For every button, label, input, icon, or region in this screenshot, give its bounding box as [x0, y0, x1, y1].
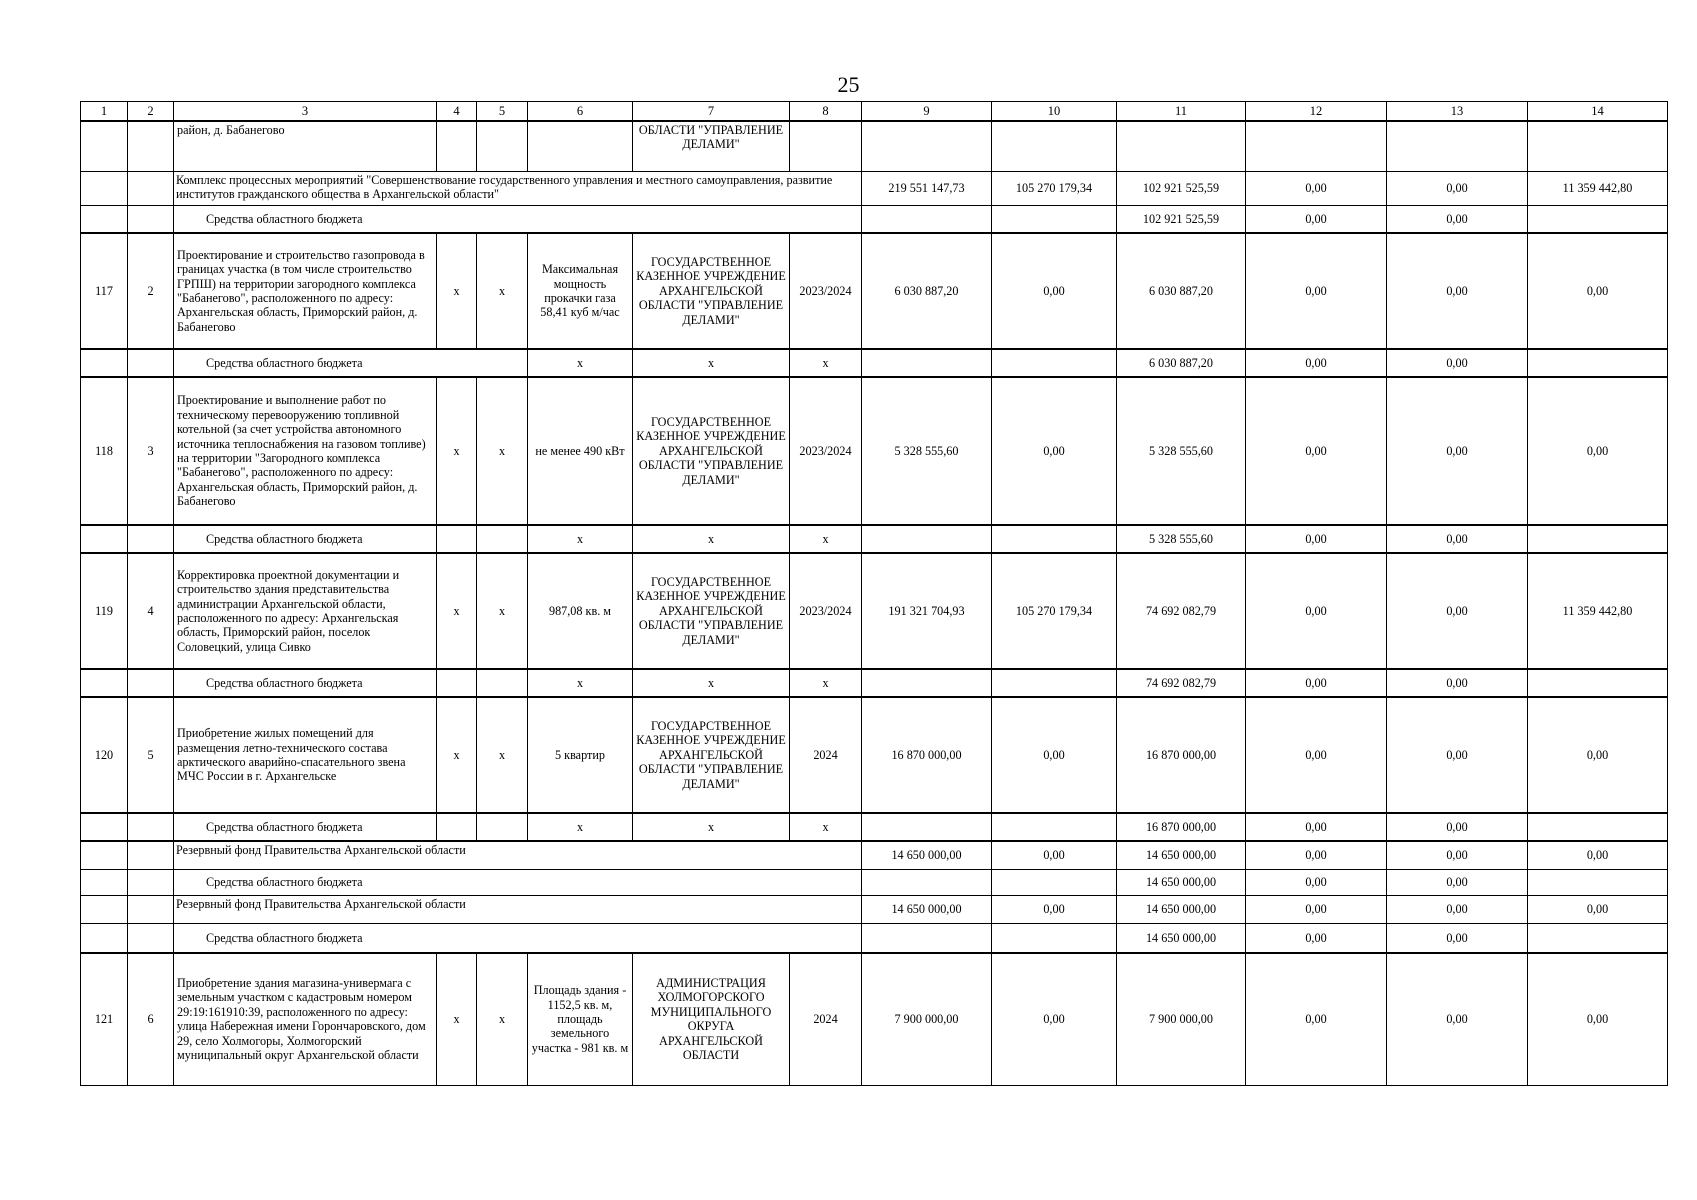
- mark-cell: х: [437, 697, 477, 813]
- period-cell: 2024: [790, 953, 862, 1085]
- column-header: 10: [992, 102, 1117, 122]
- amount-cell: 0,00: [992, 953, 1117, 1085]
- mark-cell: х: [790, 349, 862, 377]
- amount-cell: 0,00: [1387, 205, 1528, 233]
- executor-cell: ГОСУДАРСТВЕННОЕ КАЗЕННОЕ УЧРЕЖДЕНИЕ АРХАНГЕЛЬСКОЙ ОБЛАСТИ "УПРАВЛЕНИЕ ДЕЛАМИ": [633, 233, 790, 349]
- mark-cell: х: [437, 953, 477, 1085]
- budget-label: Средства областного бюджета: [174, 669, 437, 697]
- table-row: [81, 233, 1668, 349]
- complex-title: Комплекс процессных мероприятий "Совершенствование государственного управления и местного самоуправления, развитие институтов гражданского общества в Архангельской области": [174, 171, 862, 205]
- amount-cell: 16 870 000,00: [862, 697, 992, 813]
- amount-cell: 0,00: [1387, 841, 1528, 869]
- mark-cell: х: [477, 697, 528, 813]
- continuation-row: [81, 121, 1668, 171]
- sub-number: 6: [128, 953, 174, 1085]
- capacity-cell: Площадь здания - 1152,5 кв. м, площадь земельного участка - 981 кв. м: [528, 953, 633, 1085]
- mark-cell: х: [477, 953, 528, 1085]
- amount-cell: 16 870 000,00: [1117, 813, 1246, 841]
- complex-row: [81, 171, 1668, 205]
- period-cell: 2023/2024: [790, 233, 862, 349]
- executor-cell: АДМИНИСТРАЦИЯ ХОЛМОГОРСКОГО МУНИЦИПАЛЬНОГО ОКРУГА АРХАНГЕЛЬСКОЙ ОБЛАСТИ: [633, 953, 790, 1085]
- amount-cell: 0,00: [992, 841, 1117, 869]
- column-header: 13: [1387, 102, 1528, 122]
- amount-cell: 0,00: [992, 895, 1117, 923]
- mark-cell: х: [528, 349, 633, 377]
- capacity-cell: Максимальная мощность прокачки газа 58,41 куб м/час: [528, 233, 633, 349]
- column-header: 6: [528, 102, 633, 122]
- description-cell: Приобретение жилых помещений для размещения летно-технического состава арктического аварийно-спасательного звена МЧС России в г. Архангельске: [174, 697, 437, 813]
- sub-number: 2: [128, 233, 174, 349]
- mark-cell: х: [790, 669, 862, 697]
- amount-cell: 0,00: [1528, 233, 1668, 349]
- capacity-cell: не менее 490 кВт: [528, 377, 633, 525]
- amount-cell: 6 030 887,20: [1117, 349, 1246, 377]
- column-header: 2: [128, 102, 174, 122]
- mark-cell: х: [790, 813, 862, 841]
- executor-cell: ГОСУДАРСТВЕННОЕ КАЗЕННОЕ УЧРЕЖДЕНИЕ АРХАНГЕЛЬСКОЙ ОБЛАСТИ "УПРАВЛЕНИЕ ДЕЛАМИ": [633, 377, 790, 525]
- mark-cell: х: [437, 377, 477, 525]
- page-number: 25: [837, 72, 860, 97]
- column-header: 3: [174, 102, 437, 122]
- budget-label: Средства областного бюджета: [174, 813, 437, 841]
- budget-row: [81, 869, 1668, 895]
- amount-cell: 74 692 082,79: [1117, 669, 1246, 697]
- column-header: 5: [477, 102, 528, 122]
- amount-cell: 0,00: [1528, 697, 1668, 813]
- amount-cell: 0,00: [1246, 553, 1387, 669]
- mark-cell: х: [790, 525, 862, 553]
- table-row: [81, 953, 1668, 1085]
- column-header: 14: [1528, 102, 1668, 122]
- amount-cell: 5 328 555,60: [1117, 377, 1246, 525]
- amount-cell: 0,00: [1246, 923, 1387, 953]
- column-header: 1: [81, 102, 128, 122]
- amount-cell: 0,00: [1246, 205, 1387, 233]
- amount-cell: 14 650 000,00: [1117, 841, 1246, 869]
- amount-cell: 0,00: [1387, 525, 1528, 553]
- period-cell: 2023/2024: [790, 553, 862, 669]
- amount-cell: 0,00: [992, 233, 1117, 349]
- budget-label: Средства областного бюджета: [174, 923, 862, 953]
- amount-cell: 0,00: [1246, 813, 1387, 841]
- column-header: 12: [1246, 102, 1387, 122]
- amount-cell: 0,00: [1246, 841, 1387, 869]
- amount-cell: 0,00: [1246, 171, 1387, 205]
- amount-cell: 105 270 179,34: [992, 553, 1117, 669]
- budget-label: Средства областного бюджета: [174, 349, 528, 377]
- amount-cell: 0,00: [1387, 895, 1528, 923]
- mark-cell: х: [633, 813, 790, 841]
- mark-cell: х: [437, 553, 477, 669]
- budget-label: Средства областного бюджета: [174, 525, 437, 553]
- amount-cell: 0,00: [1246, 669, 1387, 697]
- amount-cell: 6 030 887,20: [1117, 233, 1246, 349]
- column-header: 9: [862, 102, 992, 122]
- amount-cell: 11 359 442,80: [1528, 553, 1668, 669]
- mark-cell: х: [528, 525, 633, 553]
- sub-number: 4: [128, 553, 174, 669]
- amount-cell: 0,00: [1387, 669, 1528, 697]
- description-cell: район, д. Бабанегово: [174, 121, 437, 171]
- budget-row: [81, 669, 1668, 697]
- amount-cell: 0,00: [1246, 953, 1387, 1085]
- budget-row: [81, 205, 1668, 233]
- amount-cell: 0,00: [1387, 233, 1528, 349]
- mark-cell: х: [633, 669, 790, 697]
- amount-cell: 14 650 000,00: [862, 841, 992, 869]
- amount-cell: 7 900 000,00: [862, 953, 992, 1085]
- reserve-title: Резервный фонд Правительства Архангельской области: [174, 895, 862, 923]
- amount-cell: 0,00: [1387, 923, 1528, 953]
- mark-cell: х: [437, 233, 477, 349]
- amount-cell: 191 321 704,93: [862, 553, 992, 669]
- column-header: 8: [790, 102, 862, 122]
- budget-row: [81, 525, 1668, 553]
- amount-cell: 105 270 179,34: [992, 171, 1117, 205]
- reserve-row: [81, 895, 1668, 923]
- amount-cell: 14 650 000,00: [1117, 869, 1246, 895]
- budget-row: [81, 923, 1668, 953]
- sub-number: 5: [128, 697, 174, 813]
- amount-cell: 219 551 147,73: [862, 171, 992, 205]
- amount-cell: 0,00: [1387, 349, 1528, 377]
- sub-number: 3: [128, 377, 174, 525]
- table-row: [81, 377, 1668, 525]
- amount-cell: 102 921 525,59: [1117, 205, 1246, 233]
- amount-cell: 7 900 000,00: [1117, 953, 1246, 1085]
- executor-cell: ОБЛАСТИ "УПРАВЛЕНИЕ ДЕЛАМИ": [633, 121, 790, 171]
- amount-cell: 0,00: [1246, 349, 1387, 377]
- amount-cell: 14 650 000,00: [1117, 923, 1246, 953]
- budget-label: Средства областного бюджета: [174, 869, 862, 895]
- amount-cell: 0,00: [1246, 525, 1387, 553]
- mark-cell: х: [477, 233, 528, 349]
- period-cell: 2023/2024: [790, 377, 862, 525]
- amount-cell: 0,00: [1246, 233, 1387, 349]
- amount-cell: 0,00: [1246, 869, 1387, 895]
- amount-cell: 0,00: [1387, 171, 1528, 205]
- amount-cell: 0,00: [1246, 697, 1387, 813]
- budget-row: [81, 813, 1668, 841]
- reserve-title: Резервный фонд Правительства Архангельской области: [174, 841, 862, 869]
- table-row: [81, 553, 1668, 669]
- executor-cell: ГОСУДАРСТВЕННОЕ КАЗЕННОЕ УЧРЕЖДЕНИЕ АРХАНГЕЛЬСКОЙ ОБЛАСТИ "УПРАВЛЕНИЕ ДЕЛАМИ": [633, 697, 790, 813]
- amount-cell: 0,00: [1387, 813, 1528, 841]
- amount-cell: 16 870 000,00: [1117, 697, 1246, 813]
- reserve-row: [81, 841, 1668, 869]
- description-cell: Приобретение здания магазина-универмага с земельным участком с кадастровым номером 29:19:161910:39, расположенного по адресу: улица Набережная имени Горончаровского, дом 29, село Холмогоры, Холмогорский муниципальный округ Архангельской области: [174, 953, 437, 1085]
- amount-cell: 102 921 525,59: [1117, 171, 1246, 205]
- mark-cell: х: [528, 669, 633, 697]
- row-number: 120: [81, 697, 128, 813]
- column-header-row: [81, 102, 1668, 122]
- description-cell: Корректировка проектной документации и строительство здания представительства администрации Архангельской области, расположенного по адресу: Архангельская область, Приморский район, поселок Соловецкий, улица Сивко: [174, 553, 437, 669]
- capacity-cell: 987,08 кв. м: [528, 553, 633, 669]
- program-table: [80, 101, 1668, 1086]
- row-number: 121: [81, 953, 128, 1085]
- amount-cell: 5 328 555,60: [1117, 525, 1246, 553]
- mark-cell: х: [528, 813, 633, 841]
- mark-cell: х: [633, 525, 790, 553]
- executor-cell: ГОСУДАРСТВЕННОЕ КАЗЕННОЕ УЧРЕЖДЕНИЕ АРХАНГЕЛЬСКОЙ ОБЛАСТИ "УПРАВЛЕНИЕ ДЕЛАМИ": [633, 553, 790, 669]
- amount-cell: 0,00: [1246, 895, 1387, 923]
- mark-cell: х: [633, 349, 790, 377]
- amount-cell: 14 650 000,00: [1117, 895, 1246, 923]
- amount-cell: 0,00: [1528, 377, 1668, 525]
- amount-cell: 0,00: [1246, 377, 1387, 525]
- row-number: 119: [81, 553, 128, 669]
- amount-cell: 0,00: [992, 377, 1117, 525]
- amount-cell: 74 692 082,79: [1117, 553, 1246, 669]
- row-number: 117: [81, 233, 128, 349]
- column-header: 4: [437, 102, 477, 122]
- amount-cell: 0,00: [992, 697, 1117, 813]
- amount-cell: 0,00: [1528, 953, 1668, 1085]
- table-row: [81, 697, 1668, 813]
- description-cell: Проектирование и строительство газопровода в границах участка (в том числе строительство ГРПШ) на территории загородного комплекса "Бабанегово", расположенного по адресу: Архангельская область, Приморский район, д. Бабанегово: [174, 233, 437, 349]
- amount-cell: 14 650 000,00: [862, 895, 992, 923]
- amount-cell: 11 359 442,80: [1528, 171, 1668, 205]
- budget-label: Средства областного бюджета: [174, 205, 862, 233]
- amount-cell: 0,00: [1528, 895, 1668, 923]
- amount-cell: 0,00: [1387, 697, 1528, 813]
- column-header: 7: [633, 102, 790, 122]
- amount-cell: 0,00: [1387, 553, 1528, 669]
- capacity-cell: 5 квартир: [528, 697, 633, 813]
- amount-cell: 0,00: [1387, 953, 1528, 1085]
- mark-cell: х: [477, 553, 528, 669]
- amount-cell: 0,00: [1528, 841, 1668, 869]
- mark-cell: х: [477, 377, 528, 525]
- column-header: 11: [1117, 102, 1246, 122]
- amount-cell: 0,00: [1387, 869, 1528, 895]
- row-number: 118: [81, 377, 128, 525]
- amount-cell: 0,00: [1387, 377, 1528, 525]
- description-cell: Проектирование и выполнение работ по техническому перевооружению топливной котельной (за счет устройства автономного источника теплоснабжения на газовом топливе) на территории "Загородного комплекса "Бабанегово", расположенного по адресу: Архангельская область, Приморский район, д. Бабанегово: [174, 377, 437, 525]
- budget-row: [81, 349, 1668, 377]
- period-cell: 2024: [790, 697, 862, 813]
- amount-cell: 6 030 887,20: [862, 233, 992, 349]
- amount-cell: 5 328 555,60: [862, 377, 992, 525]
